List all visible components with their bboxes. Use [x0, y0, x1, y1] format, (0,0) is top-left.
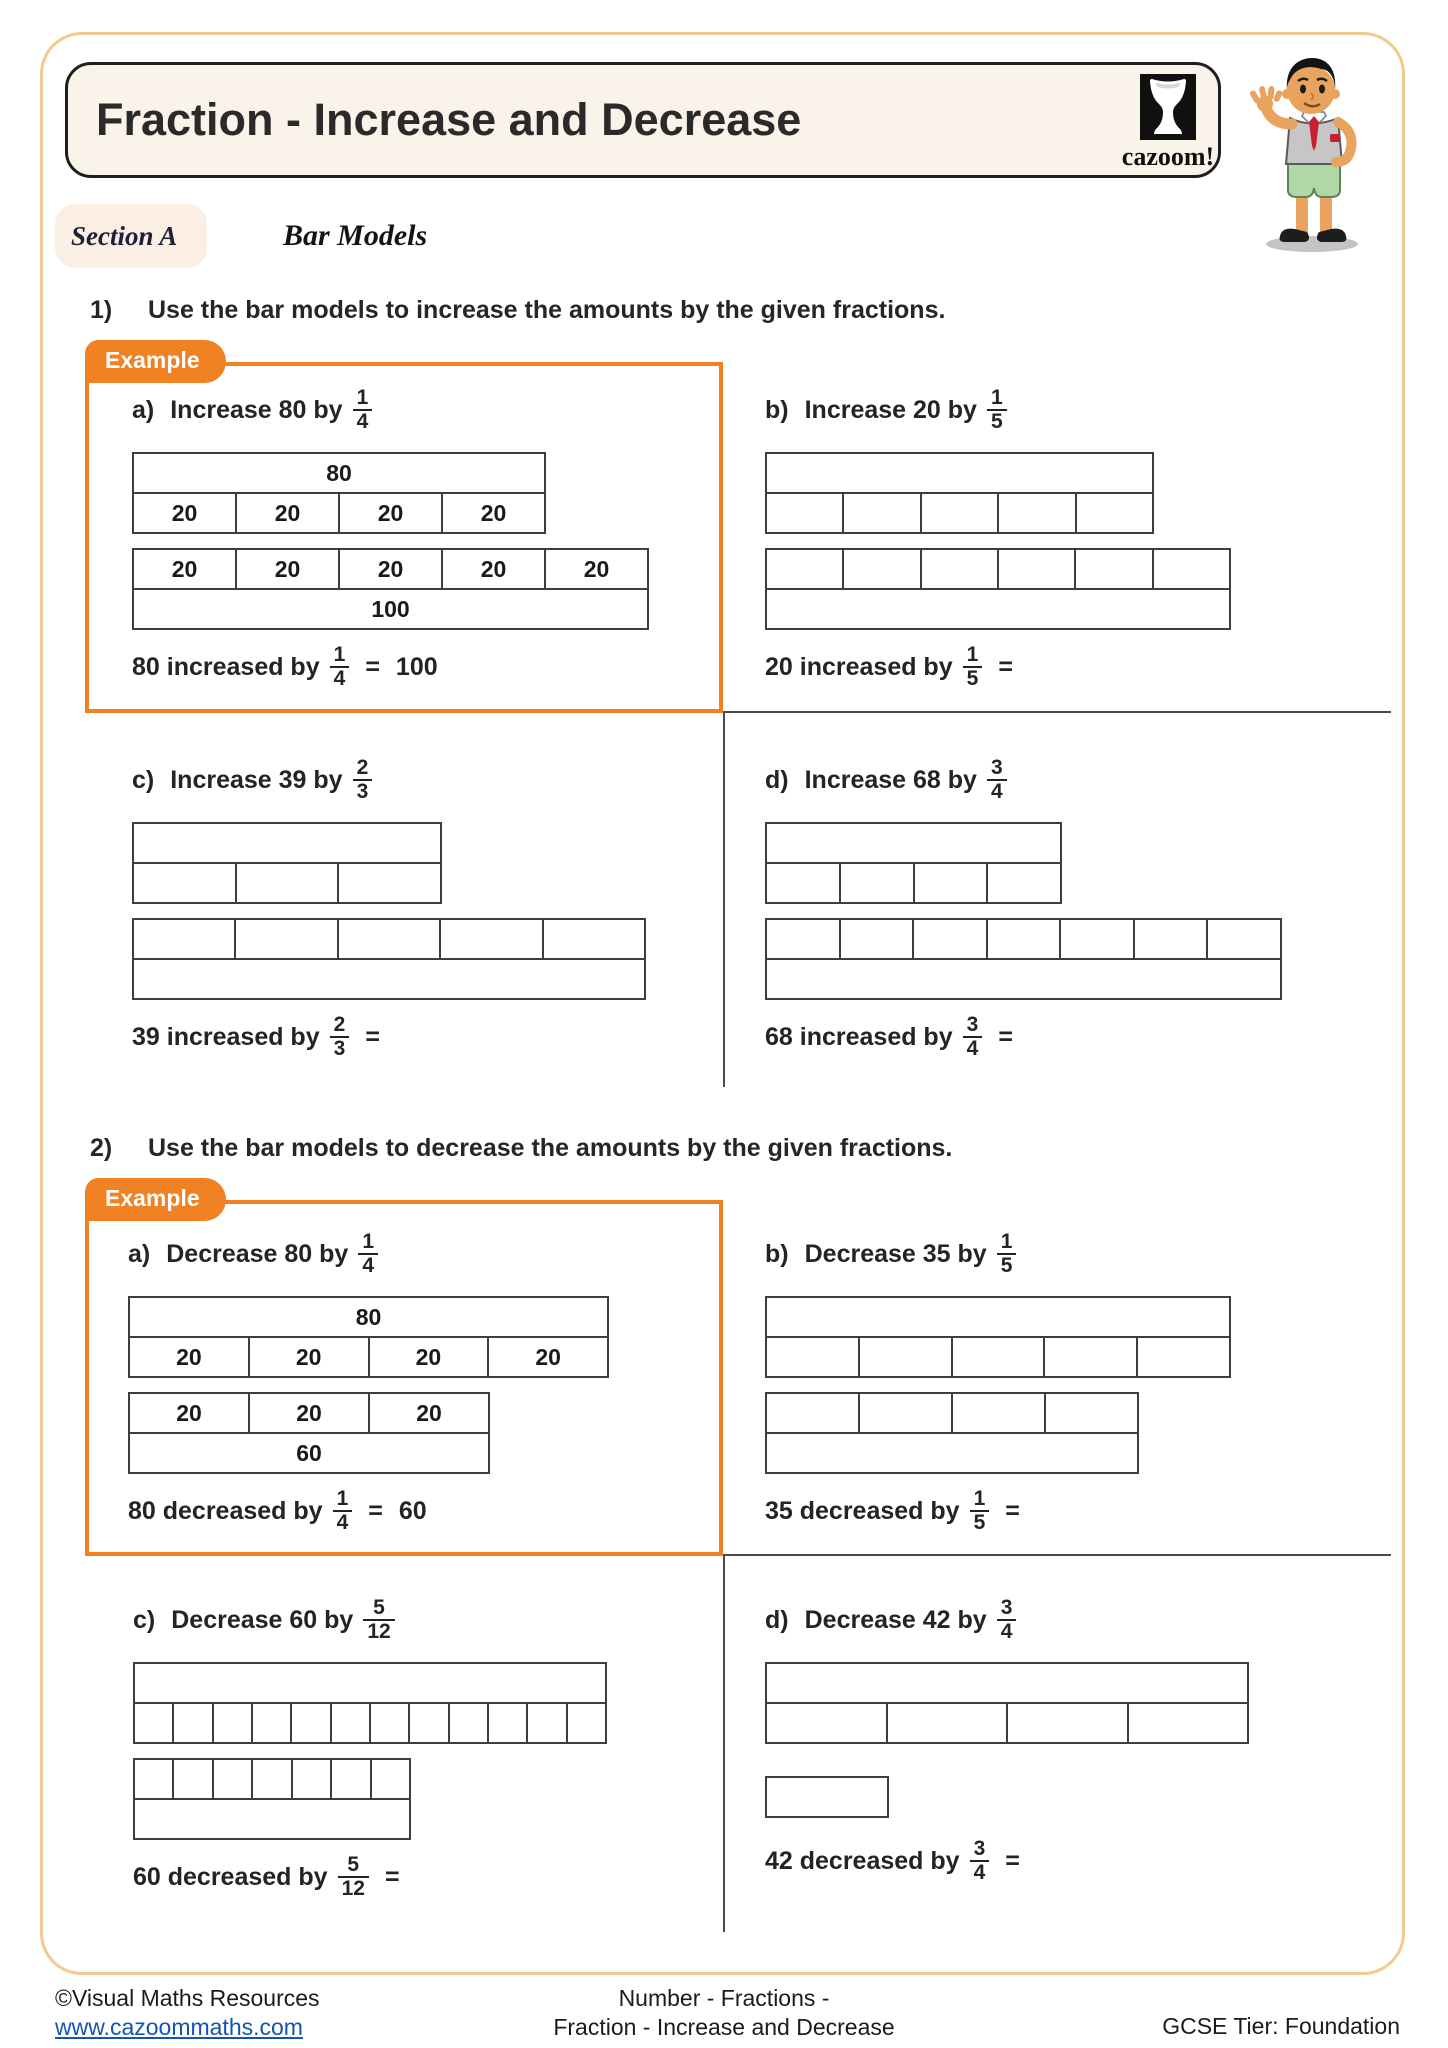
bar-model-cell [951, 1338, 1044, 1376]
cazoom-logo-text: cazoom! [1121, 142, 1215, 171]
bar-model-cell [920, 550, 997, 588]
problem-title [133, 1592, 607, 1648]
bar-model-group [765, 822, 1062, 904]
bar-model-cell [566, 1704, 605, 1742]
bar-model-cell [767, 1778, 887, 1816]
bar-model-cell: 100 [371, 595, 410, 622]
bar-models [765, 822, 1282, 1000]
bar-model-cell: 20 [248, 1338, 368, 1376]
bar-model-cell [135, 1664, 605, 1702]
bar-model-cell: 20 [338, 494, 441, 532]
bar-model-row [135, 1760, 409, 1798]
bar-model-cell: 20 [368, 1338, 488, 1376]
bar-model-cell [134, 920, 234, 958]
fraction-numerator: 1 [333, 1488, 353, 1512]
bar-model-group [765, 548, 1231, 630]
bar-model-row [767, 824, 1060, 862]
fraction-numerator: 3 [963, 1014, 983, 1038]
result-statement [128, 1488, 609, 1534]
fraction [330, 1014, 350, 1060]
problem-q1c [132, 752, 646, 1060]
problem-text: Decrease 42 by [804, 1605, 987, 1634]
bar-model-row [134, 454, 544, 492]
bar-model-cell [172, 1704, 211, 1742]
statement-text: 20 increased by [765, 652, 953, 681]
bar-model-cell [337, 864, 440, 902]
problem-title [765, 752, 1282, 808]
bar-model-row [130, 1394, 488, 1432]
bar-models [765, 1296, 1231, 1474]
website-link[interactable]: www.cazoommaths.com [55, 2014, 303, 2040]
bar-model-cell [1136, 1338, 1229, 1376]
bar-model-row [130, 1298, 607, 1336]
topic-line-2: Fraction - Increase and Decrease [553, 2014, 895, 2040]
bar-model-cell [997, 550, 1074, 588]
bar-model-group [765, 1776, 889, 1818]
result-statement [765, 1838, 1249, 1884]
bar-model-cell [767, 1664, 1247, 1702]
bar-model-cell: 20 [338, 550, 441, 588]
statement-text: 35 decreased by [765, 1496, 960, 1525]
equals-sign: = [1005, 1496, 1020, 1525]
bar-model-row [134, 920, 644, 958]
section-label: Section A [71, 220, 178, 251]
bar-model-row [135, 1798, 409, 1838]
statement-text: 80 increased by [132, 652, 320, 681]
bar-model-cell [134, 960, 644, 998]
student-mascot-illustration [1238, 56, 1378, 261]
bar-model-row [134, 550, 647, 588]
bar-model-cell: 20 [171, 555, 198, 582]
bar-model-group [765, 1296, 1231, 1378]
bar-model-row [767, 1778, 887, 1816]
problem-title [132, 382, 649, 438]
bar-model-cell: 20 [235, 494, 338, 532]
bar-model-row [767, 1702, 1247, 1742]
fraction-numerator: 3 [997, 1597, 1017, 1621]
bar-model-cell [912, 920, 986, 958]
example-tab: Example [85, 340, 226, 383]
fraction-numerator: 1 [330, 644, 350, 668]
result-statement [133, 1854, 607, 1900]
bar-model-cell [526, 1704, 565, 1742]
bar-model-row [135, 1664, 605, 1702]
bar-models [128, 1296, 609, 1474]
fraction-numerator: 5 [338, 1854, 369, 1878]
bar-model-cell [997, 494, 1074, 532]
statement-text: 80 decreased by [128, 1496, 323, 1525]
result-statement [765, 1014, 1282, 1060]
bar-model-cell [337, 920, 439, 958]
bar-model-cell [251, 1760, 290, 1798]
column-divider-q1 [723, 711, 725, 1087]
cazoom-goblet-icon [1140, 74, 1196, 140]
fraction-numerator: 1 [987, 387, 1007, 411]
bar-model-cell [1127, 1704, 1248, 1742]
bar-model-row [767, 1394, 1137, 1432]
bar-model-cell [839, 864, 913, 902]
fraction [338, 1854, 369, 1900]
fraction-numerator: 1 [358, 1231, 378, 1255]
bar-model-cell [858, 1338, 951, 1376]
bar-model-cell [920, 494, 997, 532]
problem-text: Decrease 60 by [171, 1605, 354, 1634]
bar-model-group [132, 822, 442, 904]
bar-models [133, 1662, 607, 1840]
fraction [970, 1838, 990, 1884]
fraction-denominator: 4 [333, 667, 346, 691]
problem-q1d [765, 752, 1282, 1060]
bar-model-cell [212, 1760, 251, 1798]
fraction-numerator: 3 [987, 757, 1007, 781]
bar-model-cell [986, 864, 1060, 902]
fraction-numerator: 1 [970, 1488, 990, 1512]
problem-q2c [133, 1592, 607, 1900]
bar-model-cell [1075, 494, 1152, 532]
bar-model-row [767, 1664, 1247, 1702]
bar-model-row [767, 550, 1229, 588]
equals-sign: = [998, 1022, 1013, 1051]
equals-sign: = [365, 1022, 380, 1051]
bar-model-group [132, 918, 646, 1000]
bar-model-row [767, 920, 1280, 958]
equals-sign: = [1005, 1846, 1020, 1875]
bar-model-row [134, 862, 440, 902]
bar-model-cell [135, 1704, 172, 1742]
bar-model-row [767, 588, 1229, 628]
fraction [970, 1488, 990, 1534]
question-2-prompt [90, 1134, 952, 1163]
bar-model-cell [1044, 1394, 1137, 1432]
bar-model-cell [951, 1394, 1044, 1432]
example-tab: Example [85, 1178, 226, 1221]
result-statement [765, 1488, 1231, 1534]
bar-model-row [767, 1432, 1137, 1472]
bar-model-cell [1152, 550, 1229, 588]
bar-model-row [767, 862, 1060, 902]
bar-model-cell: 20 [487, 1338, 607, 1376]
problem-q1a [132, 382, 649, 690]
bar-model-cell: 20 [235, 550, 338, 588]
bar-model-cell: 20 [176, 1343, 202, 1370]
bar-model-cell [767, 454, 1152, 492]
row-divider-q1 [723, 711, 1391, 713]
question-prompt-text: Use the bar models to decrease the amounts by the given fractions. [148, 1134, 953, 1162]
column-divider-q2 [723, 1554, 725, 1932]
bar-model-row [134, 958, 644, 998]
bar-model-cell [1043, 1338, 1136, 1376]
bar-model-cell: 20 [544, 550, 647, 588]
bar-model-group [765, 1662, 1249, 1744]
bar-model-cell [235, 864, 338, 902]
question-1-prompt [90, 296, 945, 325]
copyright-text: ©Visual Maths Resources [55, 1985, 320, 2011]
problem-text: Increase 68 by [804, 765, 977, 794]
fraction [353, 757, 373, 803]
bar-model-row [134, 824, 440, 862]
question-prompt-text: Use the bar models to increase the amounts by the given fractions. [148, 296, 946, 324]
bar-model-cell [1074, 550, 1151, 588]
bar-model-cell [767, 864, 839, 902]
problem-letter: c) [133, 1605, 156, 1634]
problem-letter: c) [132, 765, 155, 794]
fraction-denominator: 5 [990, 410, 1003, 433]
problem-title [132, 752, 646, 808]
bar-model-cell: 80 [355, 1303, 382, 1330]
bar-model-group [765, 452, 1154, 534]
bar-model-cell [767, 960, 1280, 998]
fraction-denominator: 4 [973, 1861, 986, 1885]
row-divider-q2 [723, 1554, 1391, 1556]
bar-model-group [133, 1758, 411, 1840]
bar-model-cell [135, 1800, 409, 1838]
fraction [997, 1231, 1017, 1277]
problem-text: Decrease 35 by [804, 1239, 987, 1268]
bar-model-cell [886, 1704, 1007, 1742]
bar-model-cell: 80 [326, 459, 352, 486]
fraction-denominator: 3 [333, 1037, 346, 1061]
bar-model-cell: 20 [171, 499, 198, 526]
statement-text: 42 decreased by [765, 1846, 960, 1875]
bar-model-row [130, 1336, 607, 1376]
bar-models [765, 1662, 1249, 1818]
fraction [963, 1014, 983, 1060]
problem-letter: a) [128, 1239, 151, 1268]
fraction [987, 757, 1007, 803]
bar-model-cell [839, 920, 913, 958]
question-number: 2) [90, 1134, 113, 1162]
fraction-numerator: 5 [363, 1597, 394, 1621]
problem-q2a [128, 1226, 609, 1534]
bar-model-cell [767, 920, 839, 958]
problem-text: Decrease 80 by [166, 1239, 349, 1268]
bar-model-cell [212, 1704, 251, 1742]
bar-model-cell [291, 1760, 330, 1798]
bar-model-cell [134, 864, 235, 902]
statement-text: 68 increased by [765, 1022, 953, 1051]
fraction-numerator: 2 [353, 757, 373, 781]
bar-model-row [135, 1702, 605, 1742]
fraction-denominator: 4 [990, 780, 1003, 803]
bar-models [132, 822, 646, 1000]
equals-sign: = [998, 652, 1013, 681]
bar-model-cell: 20 [441, 494, 544, 532]
fraction [333, 1488, 353, 1534]
bar-model-cell [542, 920, 644, 958]
fraction [963, 644, 983, 690]
result-statement [132, 1014, 646, 1060]
fraction-denominator: 5 [1000, 1254, 1013, 1277]
bar-model-cell [1133, 920, 1207, 958]
bar-model-row [134, 588, 647, 628]
bar-model-cell [767, 1394, 858, 1432]
section-title: Bar Models [283, 219, 428, 252]
fraction-numerator: 1 [963, 644, 983, 668]
bar-model-row [134, 492, 544, 532]
answer-value: 60 [398, 1496, 427, 1525]
bar-model-cell [1059, 920, 1133, 958]
bar-model-cell [842, 550, 919, 588]
equals-sign: = [365, 652, 380, 681]
problem-letter: d) [765, 765, 789, 794]
bar-model-cell [767, 494, 842, 532]
bar-model-row [767, 492, 1152, 532]
bar-model-cell [448, 1704, 487, 1742]
bar-model-cell: 20 [248, 1394, 368, 1432]
bar-model-row [767, 454, 1152, 492]
fraction-denominator: 4 [1000, 1620, 1013, 1643]
bar-model-cell [767, 1338, 858, 1376]
problem-q2d [765, 1592, 1249, 1884]
fraction [353, 387, 373, 433]
cazoom-logo [1106, 74, 1230, 172]
bar-model-cell [439, 920, 541, 958]
fraction-denominator: 5 [966, 667, 979, 691]
bar-model-row [130, 1432, 488, 1472]
bar-model-cell [767, 1434, 1137, 1472]
fraction-denominator: 3 [356, 780, 369, 803]
answer-value: 100 [395, 652, 438, 681]
problem-letter: d) [765, 1605, 789, 1634]
bar-model-cell [234, 920, 336, 958]
bar-model-cell [369, 1704, 408, 1742]
fraction-numerator: 1 [353, 387, 373, 411]
bar-model-cell [290, 1704, 329, 1742]
bar-model-cell: 20 [368, 1394, 488, 1432]
title-box [65, 62, 1221, 178]
bar-model-cell [135, 1760, 172, 1798]
bar-model-cell [251, 1704, 290, 1742]
fraction [330, 644, 350, 690]
bar-model-cell [330, 1760, 369, 1798]
fraction [987, 387, 1007, 433]
bar-model-cell: 20 [176, 1399, 202, 1426]
bar-model-cell [134, 824, 440, 862]
problem-text: Increase 20 by [804, 395, 977, 424]
problem-text: Increase 39 by [170, 765, 343, 794]
bar-model-cell [767, 550, 842, 588]
fraction-denominator: 4 [362, 1254, 375, 1277]
bar-model-cell [767, 590, 1229, 628]
page-title: Fraction - Increase and Decrease [96, 94, 802, 145]
fraction-numerator: 2 [330, 1014, 350, 1038]
statement-text: 39 increased by [132, 1022, 320, 1051]
problem-q1b [765, 382, 1231, 690]
fraction-denominator: 12 [341, 1877, 365, 1901]
problem-title [765, 1226, 1231, 1282]
bar-model-row [767, 1336, 1229, 1376]
bar-model-cell [330, 1704, 369, 1742]
fraction-denominator: 5 [973, 1511, 986, 1535]
bar-models [132, 452, 649, 630]
bar-model-cell [767, 824, 1060, 862]
fraction-numerator: 3 [970, 1838, 990, 1862]
bar-model-cell [986, 920, 1060, 958]
bar-model-cell [842, 494, 919, 532]
problem-title [765, 1592, 1249, 1648]
bar-model-cell [370, 1760, 409, 1798]
bar-model-group [765, 918, 1282, 1000]
bar-model-cell [487, 1704, 526, 1742]
fraction [358, 1231, 378, 1277]
bar-model-cell [172, 1760, 211, 1798]
bar-models [765, 452, 1231, 630]
problem-title [765, 382, 1231, 438]
bar-model-row [767, 958, 1280, 998]
problem-letter: a) [132, 395, 155, 424]
problem-letter: b) [765, 395, 789, 424]
bar-model-group [132, 548, 649, 630]
bar-model-cell: 20 [441, 550, 544, 588]
fraction-denominator: 4 [336, 1511, 349, 1535]
bar-model-cell [1206, 920, 1280, 958]
section-pill [55, 204, 207, 268]
bar-model-group [128, 1296, 609, 1378]
bar-model-cell [913, 864, 987, 902]
problem-letter: b) [765, 1239, 789, 1268]
question-number: 1) [90, 296, 113, 324]
bar-model-group [765, 1392, 1139, 1474]
equals-sign: = [368, 1496, 383, 1525]
bar-model-cell [408, 1704, 447, 1742]
fraction [363, 1597, 394, 1643]
fraction-denominator: 4 [356, 410, 369, 433]
bar-model-group [133, 1662, 607, 1744]
bar-model-cell [767, 1704, 886, 1742]
statement-text: 60 decreased by [133, 1862, 328, 1891]
equals-sign: = [384, 1862, 400, 1891]
fraction-denominator: 12 [367, 1620, 391, 1643]
bar-model-row [767, 1298, 1229, 1336]
bar-model-cell: 60 [296, 1439, 322, 1466]
fraction-numerator: 1 [997, 1231, 1017, 1255]
bar-model-cell [858, 1394, 951, 1432]
result-statement [132, 644, 649, 690]
problem-title [128, 1226, 609, 1282]
result-statement [765, 644, 1231, 690]
problem-text: Increase 80 by [170, 395, 343, 424]
bar-model-group [128, 1392, 490, 1474]
fraction [997, 1597, 1017, 1643]
bar-model-cell [767, 1298, 1229, 1336]
topic-line-1: Number - Fractions - [618, 1985, 830, 2011]
bar-model-cell [1006, 1704, 1127, 1742]
fraction-denominator: 4 [966, 1037, 979, 1061]
tier-text: GCSE Tier: Foundation [1162, 2013, 1400, 2039]
bar-model-group [132, 452, 546, 534]
problem-q2b [765, 1226, 1231, 1534]
